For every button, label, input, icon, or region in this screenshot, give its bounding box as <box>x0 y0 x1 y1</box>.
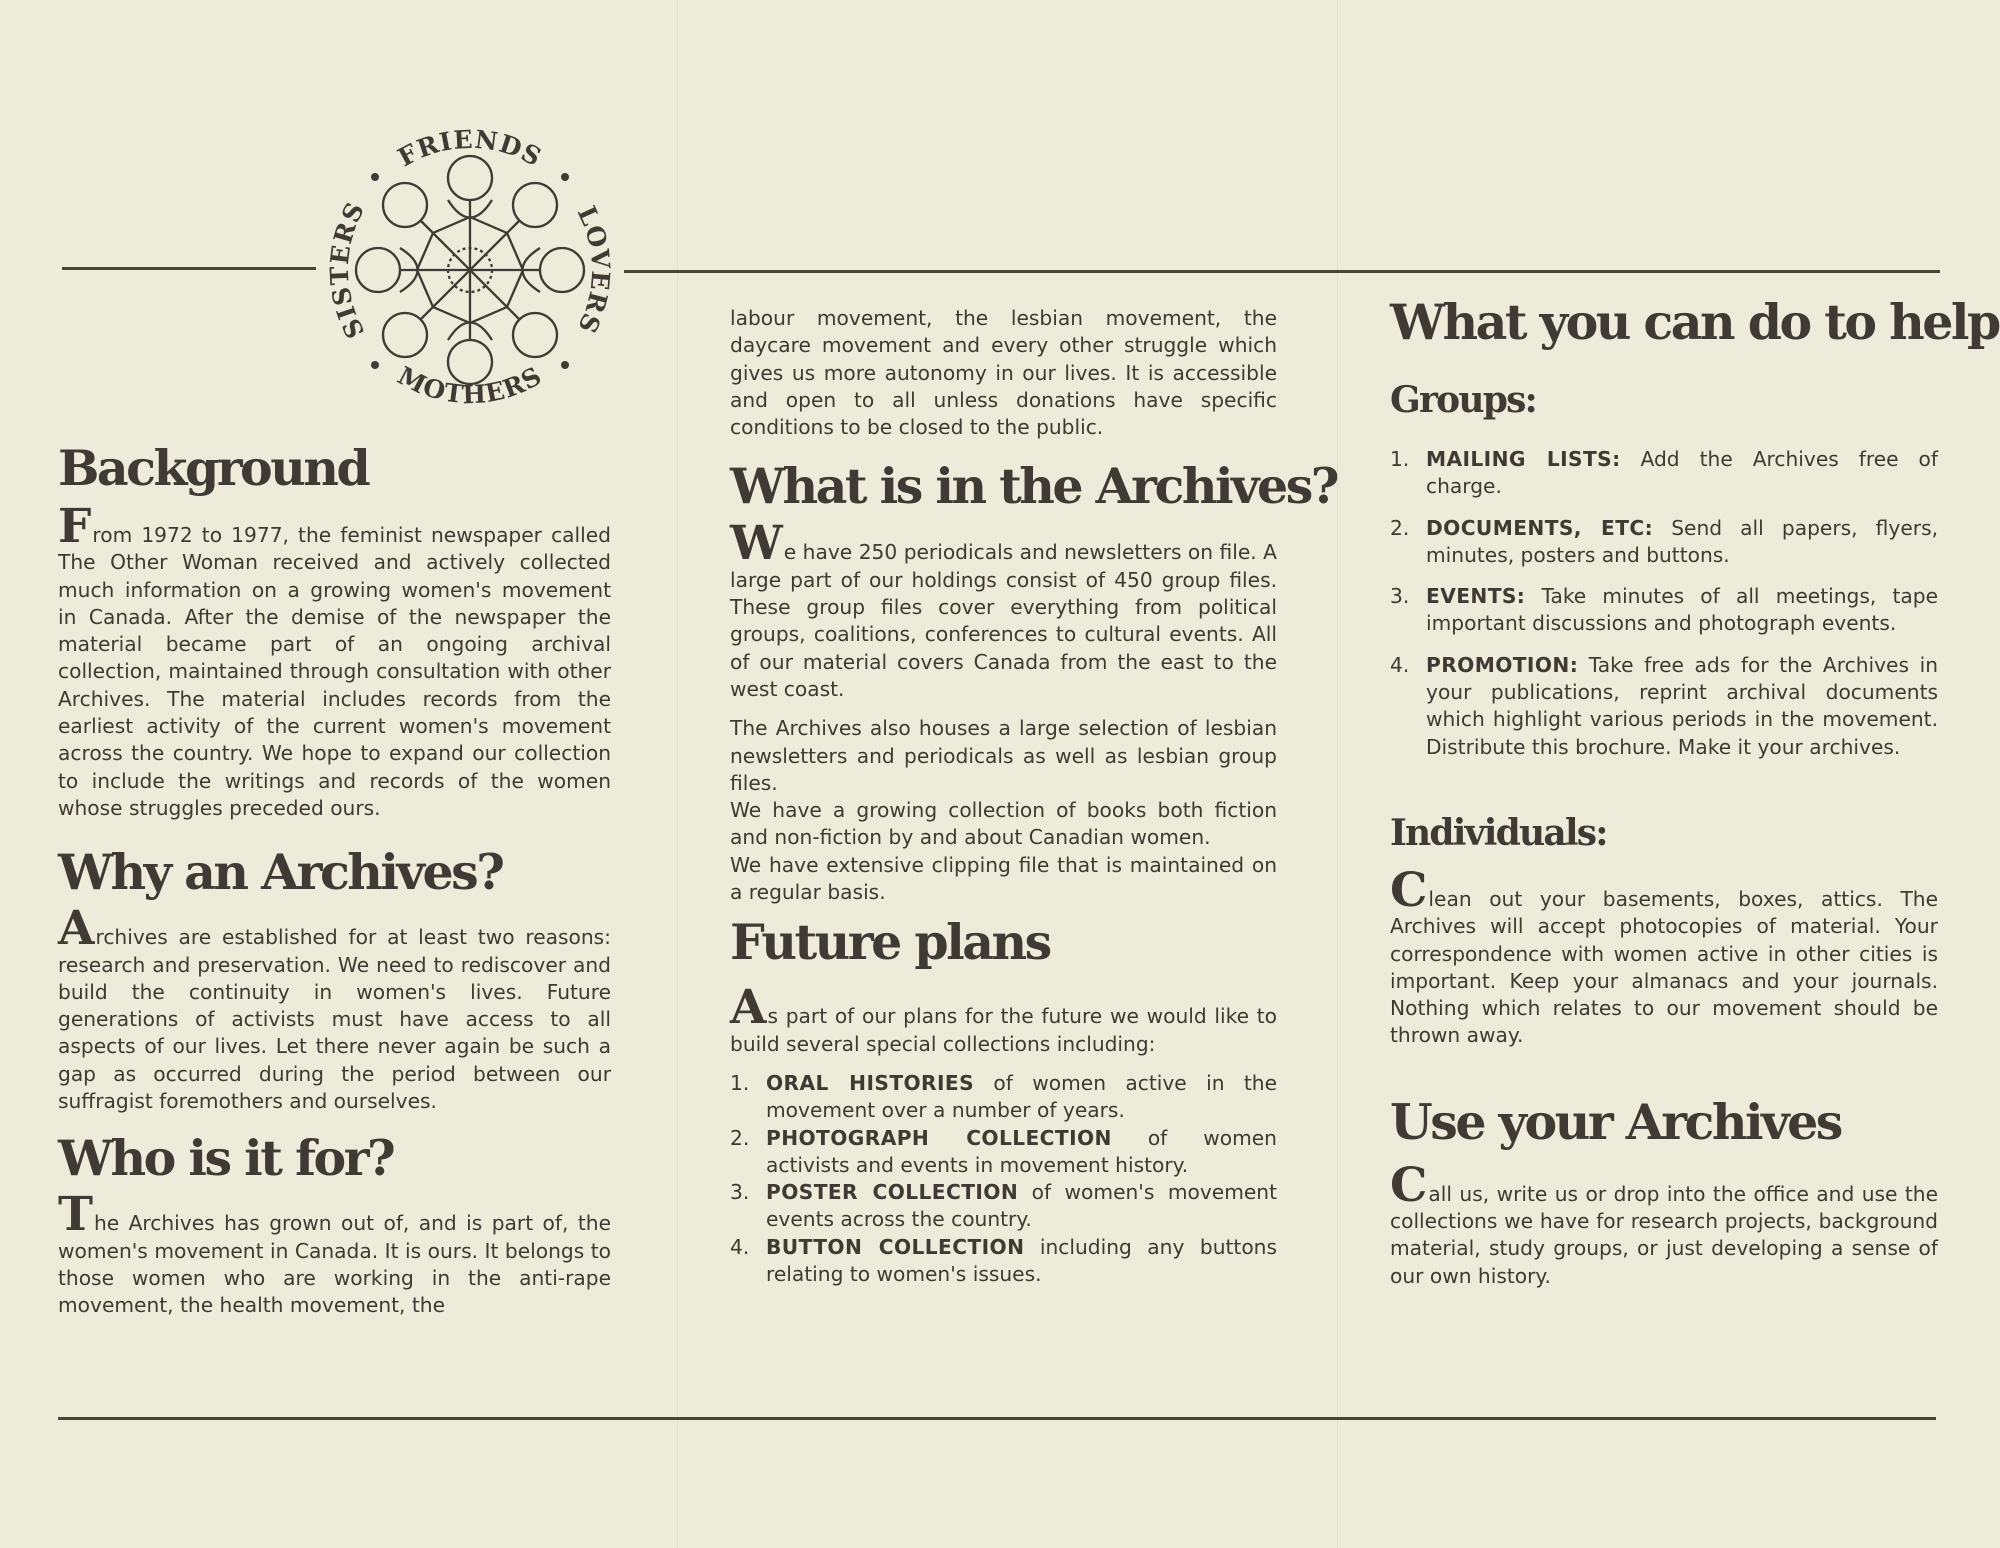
why-paragraph: Archives are established for at least two reasons: research and preservation. We need to rediscover and build the continuity in women's lives. Future generations of activists must have access to all aspects of our lives. Let there never again be such a gap as occurred during the period between our suffragist foremothers and ourselves. <box>58 901 611 1114</box>
list-item: 4. BUTTON COLLECTION including any buttons relating to women's issues. <box>730 1234 1277 1287</box>
fold-line <box>1337 0 1338 1548</box>
what-paragraph-3: We have a growing collection of books both fiction and non-fiction by and about Canadian women. <box>730 798 1277 850</box>
heading-individuals: Individuals: <box>1390 811 1607 854</box>
groups-list <box>1390 446 1938 761</box>
what-paragraph-4: We have extensive clipping file that is maintained on a regular basis. <box>730 852 1277 905</box>
logo-word-lovers: LOVERS <box>571 201 616 339</box>
top-rule-right <box>624 270 1940 273</box>
column-middle <box>730 305 1338 1288</box>
column-left <box>58 438 611 1320</box>
who-continued-paragraph: labour movement, the lesbian movement, the daycare movement and every other struggle which gives us more autonomy in our lives. It is accessible and open to all unless donations have specific conditions to be closed to the public. <box>730 306 1277 440</box>
logo-word-mothers: MOTHERS <box>392 360 548 410</box>
heading-use-archives: Use your Archives <box>1390 1092 1841 1151</box>
list-item: 2. DOCUMENTS, ETC: Send all papers, flyers, minutes, posters and buttons. <box>1390 515 1938 567</box>
drop-cap: C <box>1390 1157 1428 1213</box>
logo-circle <box>448 340 492 384</box>
drop-cap: A <box>730 980 767 1036</box>
heading-background: Background <box>58 439 369 497</box>
heading-why-archives: Why an Archives? <box>58 843 503 902</box>
list-item: 2. PHOTOGRAPH COLLECTION of women activists and events in movement history. <box>730 1125 1277 1177</box>
list-item: 4. PROMOTION: Take free ads for the Archives in your publications, reprint archival documents which highlight various periods in the movement. Distribute this brochure. Make it your archives. <box>1390 652 1938 759</box>
logo-circle <box>356 248 400 292</box>
drop-cap: T <box>58 1187 93 1243</box>
list-item: 3. POSTER COLLECTION of women's movement events across the country. <box>730 1180 1278 1232</box>
list-item: 1. MAILING LISTS: Add the Archives free of charge. <box>1390 447 1938 499</box>
fold-line <box>677 0 678 1548</box>
individuals-paragraph: Clean out your basements, boxes, attics. The Archives will accept photocopies of material. Your correspondence with women active in other cities is important. Keep your almanacs and your journals. Nothing which relates to our movement should be thrown away. <box>1390 862 1938 1048</box>
use-paragraph: Call us, write us or drop into the office and use the collections we have for research projects, background material, study groups, or just developing a sense of our own history. <box>1390 1157 1938 1288</box>
what-paragraph-2: The Archives also houses a large selection of lesbian newsletters and periodicals as well as lesbian group files. <box>730 716 1277 795</box>
drop-cap: F <box>58 499 92 554</box>
column-right <box>1390 292 1999 1290</box>
logo-word-friends: FRIENDS <box>393 124 547 173</box>
top-rule-left <box>62 267 316 270</box>
drop-cap: A <box>58 901 95 957</box>
circle-logo <box>315 115 625 425</box>
logo-circle <box>540 248 584 292</box>
heading-groups: Groups: <box>1390 379 1537 421</box>
what-paragraph-1: We have 250 periodicals and newsletters on file. A large part of our holdings consist of 450 group files. These group files cover everything from political groups, coalitions, conferences to cultural events. All of our material covers Canada from the east to the west coast. <box>730 516 1277 701</box>
bottom-rule <box>58 1417 1936 1420</box>
list-item: 3. EVENTS: Take minutes of all meetings, tape important discussions and photograph events. <box>1390 584 1938 636</box>
heading-help: What you can do to help <box>1390 293 1999 351</box>
heading-future-plans: Future plans <box>730 913 1050 972</box>
logo-word-sisters: SISTERS <box>324 197 371 343</box>
future-paragraph: As part of our plans for the future we would like to build several special collections including: <box>730 980 1277 1056</box>
future-list <box>730 1070 1277 1288</box>
drop-cap: C <box>1390 862 1428 918</box>
drop-cap: W <box>730 516 783 572</box>
background-paragraph: From 1972 to 1977, the feminist newspaper called The Other Woman received and actively collected much information on a growing women's movement in Canada. After the demise of the newspaper the material became part of an ongoing archival collection, maintained through consultation with other Archives. The material includes records from the earliest activity of the current women's movement across the country. We hope to expand our collection to include the writings and records of the women whose struggles preceded ours. <box>58 499 611 820</box>
logo-circle <box>448 156 492 200</box>
heading-who-for: Who is it for? <box>58 1129 394 1188</box>
heading-what-in-archives: What is in the Archives? <box>730 457 1338 516</box>
who-paragraph: The Archives has grown out of, and is part of, the women's movement in Canada. It is ours. It belongs to those women who are working in the anti-rape movement, the health movement, the <box>58 1187 611 1318</box>
list-item: 1. ORAL HISTORIES of women active in the movement over a number of years. <box>730 1070 1277 1123</box>
